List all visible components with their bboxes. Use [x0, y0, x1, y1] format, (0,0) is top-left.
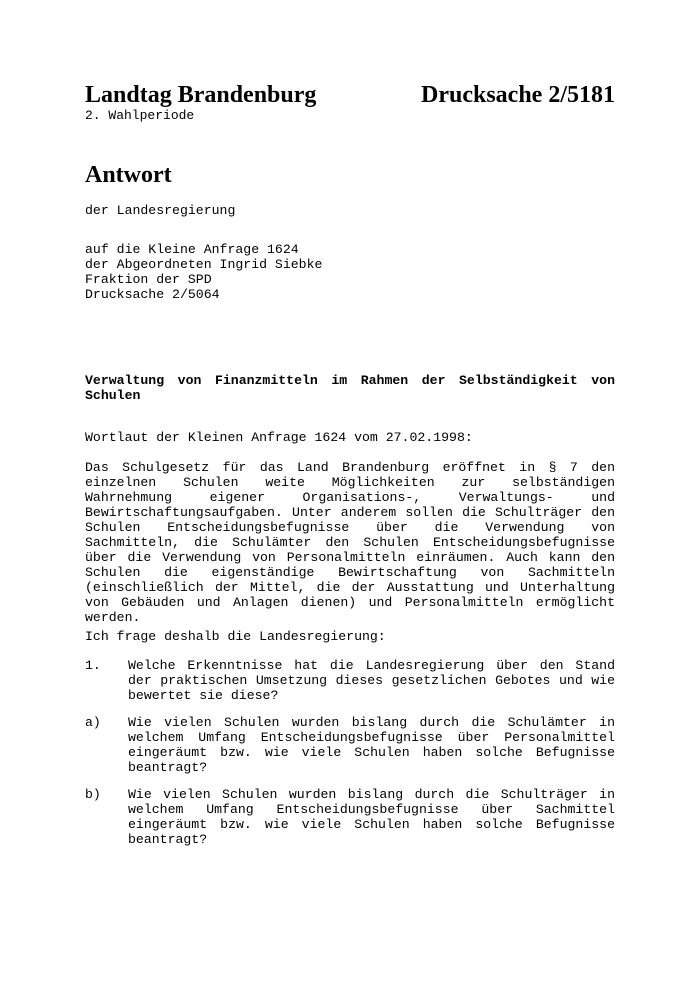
question-text: Welche Erkenntnisse hat die Landesregierung über den Stand der praktischen Umsetzung dieses gesetzlichen Gebotes und wie bewertet sie diese?	[128, 658, 615, 703]
question-item	[85, 658, 615, 703]
question-number: 1.	[85, 658, 101, 673]
reference-line: Drucksache 2/5064	[85, 287, 220, 302]
question-text: Wie vielen Schulen wurden bislang durch die Schulämter in welchem Umfang Entscheidungsbefugnisse über Personalmittel eingeräumt bzw. wie viele Schulen haben solche Befugnisse beantragt?	[128, 715, 615, 775]
reference-line: Fraktion der SPD	[85, 272, 212, 287]
question-number: b)	[85, 787, 101, 802]
question-number: a)	[85, 715, 101, 730]
main-paragraph: Das Schulgesetz für das Land Brandenburg eröffnet in § 7 den einzelnen Schulen weite Möglichkeiten zur selbständigen Wahrnehmung eigener Organisations-, Verwaltungs- und Bewirtschaftungsaufgaben. Unter anderem sollen die Schulträger den Schulen Entscheidungsbefugnisse über die Verwendung von Sachmitteln, die Schulämter den Schulen Entscheidungsbefugnisse über die Verwendung von Personalmitteln einräumen. Auch kann den Schulen die eigenständige Bewirtschaftung von Sachmitteln (einschließlich der Mittel, die der Ausstattung und Unterhaltung von Gebäuden und Anlagen dienen) und Personalmitteln ermöglicht werden.	[85, 460, 615, 625]
wording-intro: Wortlaut der Kleinen Anfrage 1624 vom 27.02.1998:	[85, 430, 473, 445]
reference-line: der Abgeordneten Ingrid Siebke	[85, 257, 323, 272]
legislative-period: 2. Wahlperiode	[85, 108, 195, 123]
question-text: Wie vielen Schulen wurden bislang durch die Schulträger in welchem Umfang Entscheidungsbefugnisse über Sachmittel eingeräumt bzw. wie viele Schulen haben solche Befugnisse beantragt?	[128, 787, 615, 847]
question-item	[85, 787, 615, 847]
document-title: Antwort	[85, 162, 172, 188]
topic-heading: Verwaltung von Finanzmitteln im Rahmen der Selbständigkeit von Schulen	[85, 373, 615, 403]
question-item	[85, 715, 615, 775]
reference-line: auf die Kleine Anfrage 1624	[85, 242, 299, 257]
document-subtitle: der Landesregierung	[85, 203, 236, 218]
print-number: Drucksache 2/5181	[421, 82, 615, 108]
question-intro: Ich frage deshalb die Landesregierung:	[85, 629, 386, 644]
reference-block	[85, 242, 485, 302]
parliament-name: Landtag Brandenburg	[85, 82, 317, 108]
